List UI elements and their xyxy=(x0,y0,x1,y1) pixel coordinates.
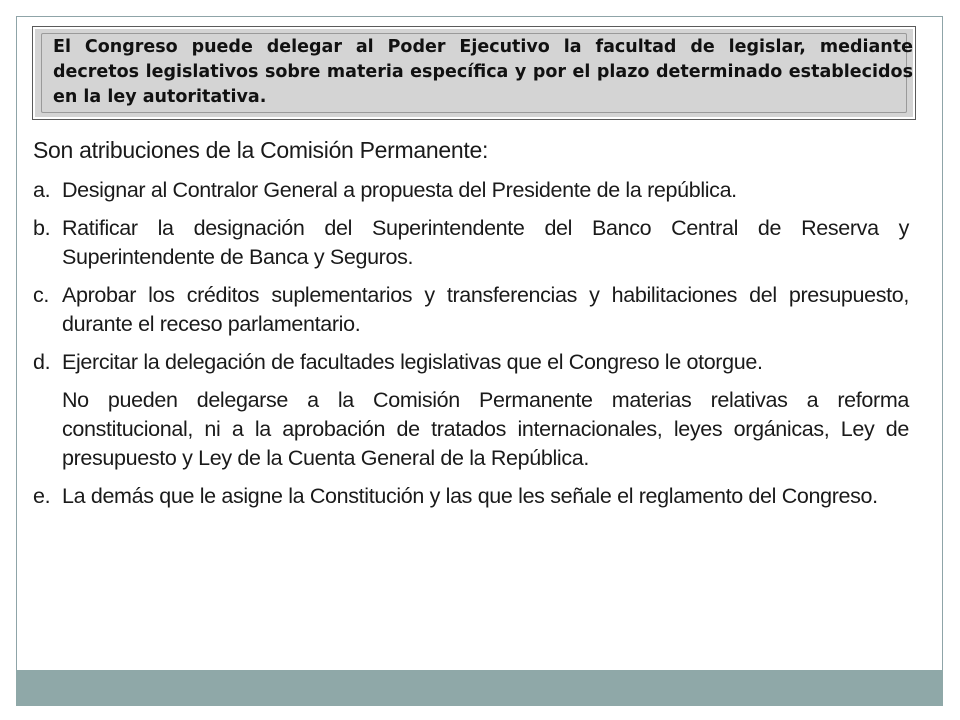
list-marker: d. xyxy=(33,350,51,374)
list-item-c xyxy=(33,281,909,339)
list-item-text: Ejercitar la delegación de facultades legislativas que el Congreso le otorgue. xyxy=(62,350,763,374)
list-item-text: Aprobar los créditos suplementarios y transferencias y habilitaciones del presupuesto, durante el receso parlamentario. xyxy=(62,283,909,336)
list-item-text: Ratificar la designación del Superintendente del Banco Central de Reserva y Superintendente de Banca y Seguros. xyxy=(62,216,909,269)
list-marker: e. xyxy=(33,484,51,508)
list-marker: b. xyxy=(33,216,51,240)
list-item-b xyxy=(33,214,909,272)
list-item-d xyxy=(33,348,909,377)
list-item-e xyxy=(33,482,909,511)
list-item-a xyxy=(33,176,909,205)
section-heading: Son atribuciones de la Comisión Permanente: xyxy=(33,137,489,163)
list-item-text: La demás que le asigne la Constitución y las que les señale el reglamento del Congreso. xyxy=(62,484,878,508)
slide-content xyxy=(33,135,909,520)
list-marker: c. xyxy=(33,283,50,307)
list-marker: a. xyxy=(33,178,51,202)
footer-bar xyxy=(16,670,943,706)
list-item-text: Designar al Contralor General a propuesta del Presidente de la república. xyxy=(62,178,737,202)
quote-box xyxy=(32,26,916,120)
quote-text: El Congreso puede delegar al Poder Ejecutivo la facultad de legislar, mediante decretos legislativos sobre materia específica y por el plazo determinado establecidos en la ley autoritativa. xyxy=(53,37,913,107)
delegation-note: No pueden delegarse a la Comisión Permanente materias relativas a reforma constitucional, ni a la aprobación de tratados internacionales, leyes orgánicas, Ley de presupuesto y Ley de la Cuenta General de la República. xyxy=(62,388,909,470)
